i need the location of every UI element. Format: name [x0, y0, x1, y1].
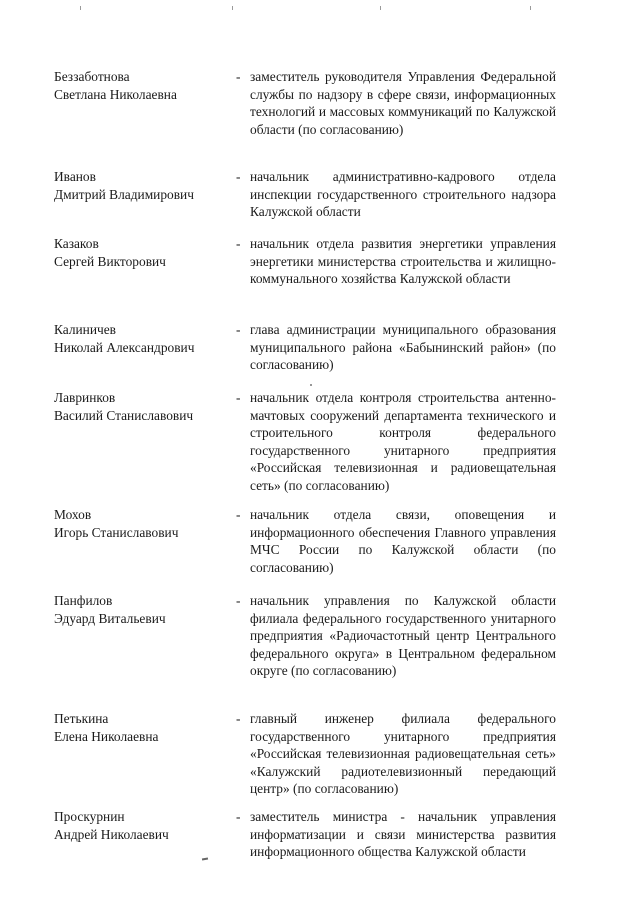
member-surname: Лавринков [54, 390, 116, 405]
member-position: заместитель руководителя Управления Федеральной службы по надзору в сфере связи, информационных технологий и массовых коммуникаций по Калужской области (по согласованию) [250, 69, 556, 137]
member-given-name: Василий Станиславович [54, 407, 194, 423]
entry-dash: - [236, 390, 241, 405]
member-name [54, 506, 234, 541]
member-given-name: Елена Николаевна [54, 728, 159, 744]
member-surname: Калиничев [54, 322, 116, 337]
member-position: глава администрации муниципального образования муниципального района «Бабынинский район» (по согласованию) [250, 322, 556, 372]
member-name [54, 808, 234, 843]
scan-mark [380, 6, 381, 10]
entry-dash: - [236, 809, 241, 824]
member-position: начальник отдела контроля строительства антенно-мачтовых сооружений департамента технического и строительного контроля федерального государственного унитарного предприятия «Российская телевизионная и радиовещательная сеть» (по согласованию) [250, 390, 556, 493]
member-name [54, 235, 234, 270]
member-given-name: Николай Александрович [54, 339, 195, 355]
member-given-name: Светлана Николаевна [54, 86, 177, 102]
member-position: начальник административно-кадрового отдела инспекции государственного строительного надзора Калужской области [250, 169, 556, 219]
member-given-name: Андрей Николаевич [54, 826, 169, 842]
member-given-name: Сергей Викторович [54, 253, 166, 269]
scan-mark [232, 6, 233, 10]
member-name [54, 389, 234, 424]
member-surname: Мохов [54, 507, 92, 522]
entry-dash: - [236, 69, 241, 84]
scan-mark [530, 6, 531, 10]
entry-dash: - [236, 169, 241, 184]
member-name [54, 592, 234, 627]
member-position: заместитель министра - начальник управления информатизации и связи министерства развития информационного общества Калужской области [250, 809, 556, 859]
entry-dash: - [236, 236, 241, 251]
entry-dash: - [236, 322, 241, 337]
member-surname: Беззаботнова [54, 69, 130, 84]
member-name [54, 321, 234, 356]
member-name [54, 68, 234, 103]
member-given-name: Игорь Станиславович [54, 524, 179, 540]
member-position: главный инженер филиала федерального государственного унитарного предприятия «Российская телевизионная радиовещательная сеть» «Калужский радиотелевизионный передающий центр» (по согласованию) [250, 711, 556, 796]
member-surname: Петькина [54, 711, 109, 726]
entry-dash: - [236, 711, 241, 726]
member-position: начальник отдела развития энергетики управления энергетики министерства строительства и жилищно-коммунального хозяйства Калужской области [250, 236, 556, 286]
member-surname: Панфилов [54, 593, 113, 608]
member-given-name: Эдуард Витальевич [54, 610, 166, 626]
scan-speck [202, 857, 208, 860]
member-name [54, 168, 234, 203]
entry-dash: - [236, 593, 241, 608]
scan-speck [310, 384, 312, 386]
entry-dash: - [236, 507, 241, 522]
member-surname: Иванов [54, 169, 96, 184]
member-given-name: Дмитрий Владимирович [54, 186, 194, 202]
member-position: начальник отдела связи, оповещения и информационного обеспечения Главного управления МЧС России по Калужской области (по согласованию) [250, 507, 556, 575]
member-name [54, 710, 234, 745]
scan-mark [80, 6, 81, 10]
member-position: начальник управления по Калужской области филиала федерального государственного унитарного предприятия «Радиочастотный центр Центрального федерального округа» в Центральном федеральном округе (по согласованию) [250, 593, 556, 678]
member-surname: Проскурнин [54, 809, 125, 824]
member-surname: Казаков [54, 236, 99, 251]
